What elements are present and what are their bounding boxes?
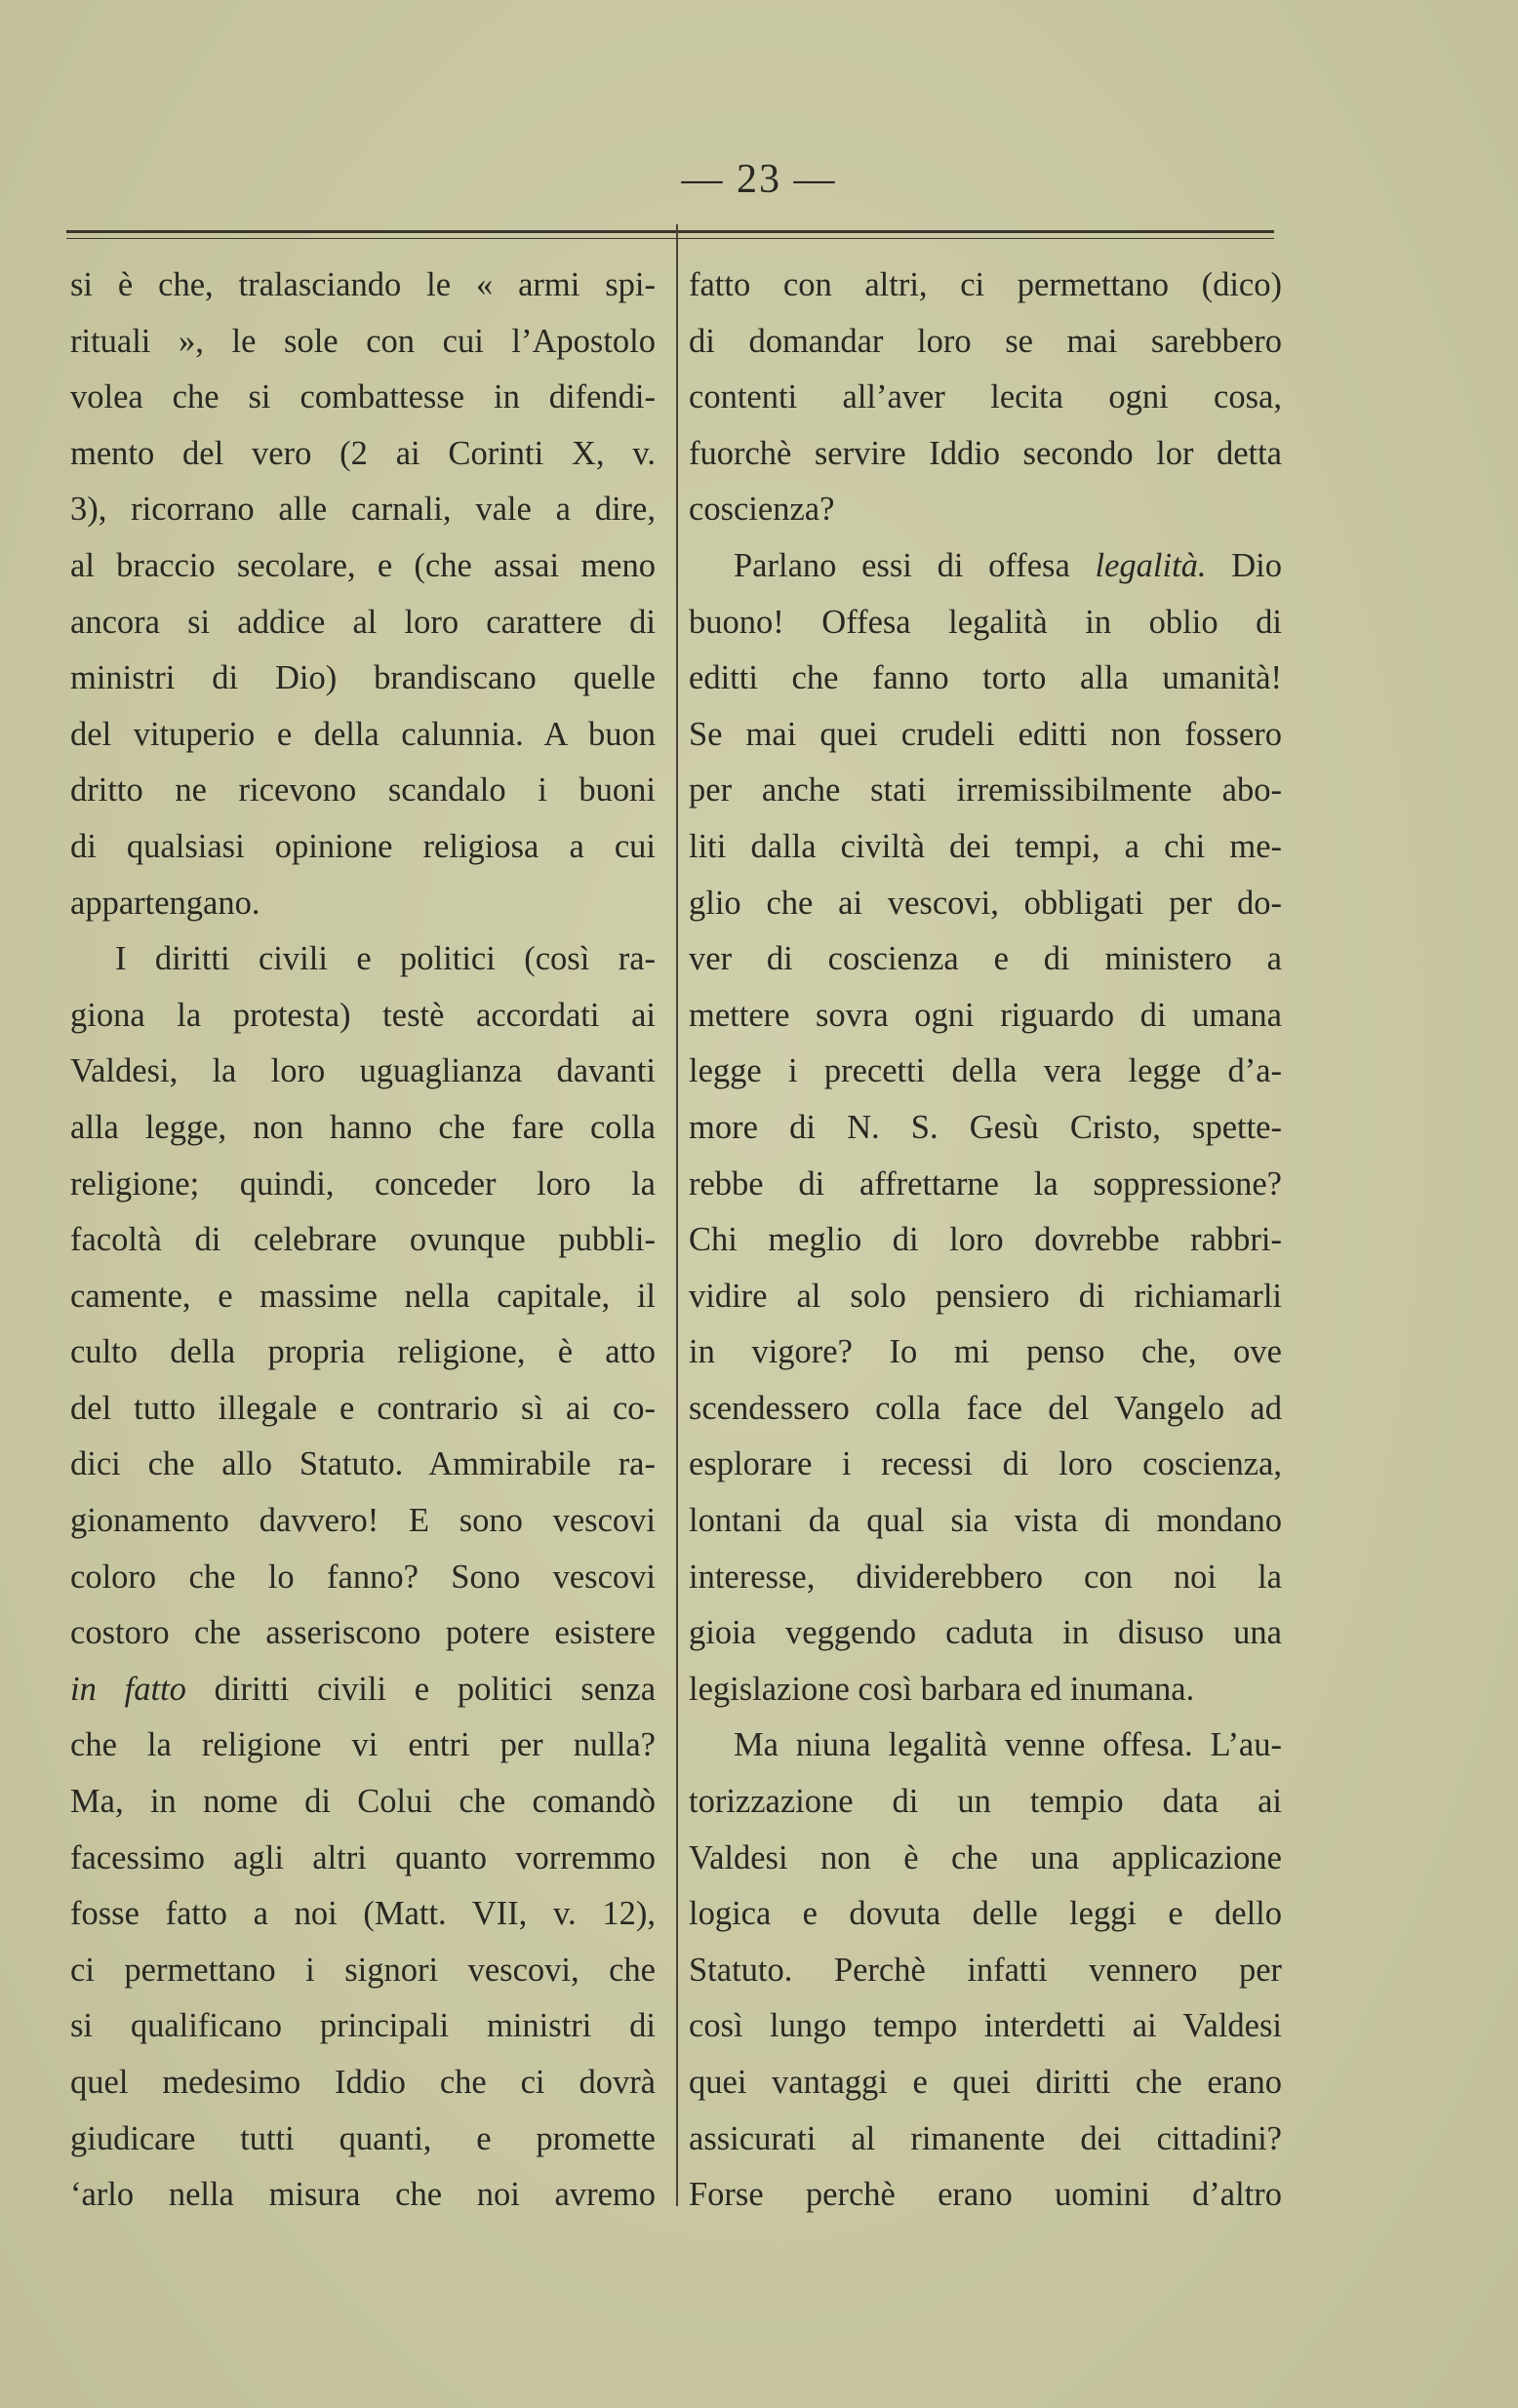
text-line	[689, 257, 1282, 314]
text-line	[70, 2055, 656, 2112]
line-text: Chi meglio di loro dovrebbe rabbri-	[689, 1221, 1282, 1259]
text-line	[70, 707, 656, 764]
line-text: legge i precetti della vera legge d’a-	[689, 1052, 1282, 1090]
line-text: si qualificano principali ministri di	[70, 2007, 656, 2045]
line-text: ancora si addice al loro carattere di	[70, 603, 656, 641]
text-line	[70, 763, 656, 819]
text-line	[70, 1381, 656, 1438]
text-line	[70, 1044, 656, 1100]
header-rule	[66, 230, 1274, 233]
line-text: diritti civili e politici senza	[185, 1670, 657, 1708]
line-text: in vigore? Io mi penso che, ove	[689, 1333, 1282, 1371]
text-line	[689, 931, 1282, 988]
line-text: fatto con altri, ci permettano (dico)	[689, 266, 1282, 303]
line-text: volea che si combattesse in difendi-	[70, 378, 656, 416]
text-line	[689, 1717, 1282, 1774]
text-line	[689, 1381, 1282, 1438]
text-line	[70, 1831, 656, 1887]
italic-phrase: in fatto	[70, 1670, 186, 1708]
text-line	[70, 2167, 656, 2224]
text-line	[689, 314, 1282, 371]
text-line	[70, 2112, 656, 2168]
line-text: ci permettano i signori vescovi, che	[70, 1951, 656, 1989]
line-text: assicurati al rimanente dei cittadini?	[689, 2119, 1282, 2157]
text-line	[70, 1774, 656, 1831]
line-text: vidire al solo pensiero di richiamarli	[689, 1277, 1282, 1315]
text-line	[70, 482, 656, 538]
left-column	[70, 257, 656, 2224]
line-text: editti che fanno torto alla umanità!	[689, 659, 1282, 697]
text-line	[70, 370, 656, 426]
line-text: fosse fatto a noi (Matt. VII, v. 12),	[70, 1895, 656, 1933]
line-text: more di N. S. Gesù Cristo, spette-	[689, 1108, 1282, 1146]
line-text: di domandar loro se mai sarebbero	[689, 322, 1282, 360]
line-text: I diritti civili e politici (così ra-	[115, 940, 656, 978]
line-text: per anche stati irremissibilmente abo-	[689, 771, 1282, 809]
text-line	[689, 2167, 1282, 2224]
line-text: al braccio secolare, e (che assai meno	[70, 546, 656, 584]
line-text: di qualsiasi opinione religiosa a cui	[70, 827, 656, 865]
text-line	[689, 819, 1282, 876]
line-text: ver di coscienza e di ministero a	[689, 940, 1282, 978]
text-line	[689, 2055, 1282, 2112]
text-line	[689, 988, 1282, 1045]
text-line	[70, 1157, 656, 1213]
line-text: interesse, dividerebbero con noi la	[689, 1558, 1282, 1596]
line-text: dritto ne ricevono scandalo i buoni	[70, 771, 656, 809]
text-line	[70, 988, 656, 1045]
text-line	[689, 1157, 1282, 1213]
line-text: costoro che asseriscono potere esistere	[70, 1614, 656, 1652]
line-text: quei vantaggi e quei diritti che erano	[689, 2064, 1282, 2101]
line-text: che la religione vi entri per nulla?	[70, 1726, 656, 1764]
column-divider	[676, 224, 678, 2206]
text-line	[689, 1774, 1282, 1831]
text-line	[689, 1998, 1282, 2055]
text-line	[689, 1662, 1282, 1718]
text-line	[689, 595, 1282, 651]
text-line	[70, 876, 656, 932]
text-line	[689, 1943, 1282, 1999]
text-line	[70, 1717, 656, 1774]
line-text: religione; quindi, conceder loro la	[70, 1165, 656, 1203]
line-text: buono! Offesa legalità in oblio di	[689, 603, 1282, 641]
line-text: coloro che lo fanno? Sono vescovi	[70, 1558, 656, 1596]
line-text: contenti all’aver lecita ogni cosa,	[689, 378, 1282, 416]
line-text: lontani da qual sia vista di mondano	[689, 1502, 1282, 1540]
text-line	[689, 1886, 1282, 1943]
line-text: del tutto illegale e contrario sì ai co-	[70, 1389, 656, 1427]
line-text: mento del vero (2 ai Corinti X, v.	[70, 434, 656, 472]
line-text: 3), ricorrano alle carnali, vale a dire,	[70, 491, 656, 529]
text-line	[70, 1212, 656, 1269]
line-text: logica e dovuta delle leggi e dello	[689, 1895, 1282, 1933]
text-line	[70, 931, 656, 988]
line-text-tail: Dio	[1206, 546, 1282, 584]
line-text: Ma niuna legalità venne offesa. L’au-	[734, 1726, 1282, 1764]
line-text: giudicare tutti quanti, e promette	[70, 2119, 656, 2157]
text-line	[689, 2112, 1282, 2168]
text-line	[70, 1550, 656, 1606]
text-line	[689, 1605, 1282, 1662]
text-line	[70, 1493, 656, 1550]
text-line	[70, 314, 656, 371]
text-line	[689, 482, 1282, 538]
text-line	[70, 1100, 656, 1157]
line-text: legislazione così barbara ed inumana.	[689, 1670, 1195, 1708]
line-text: esplorare i recessi di loro coscienza,	[689, 1445, 1282, 1483]
line-text: Statuto. Perchè infatti vennero per	[689, 1951, 1282, 1989]
text-line	[70, 1998, 656, 2055]
text-line	[689, 1044, 1282, 1100]
line-text: facessimo agli altri quanto vorremmo	[70, 1838, 656, 1876]
page-number: — 23 —	[681, 157, 837, 202]
line-text: camente, e massime nella capitale, il	[70, 1277, 656, 1315]
text-line	[70, 1437, 656, 1493]
text-line	[70, 426, 656, 483]
text-line	[70, 1605, 656, 1662]
italic-phrase: legalità.	[1095, 546, 1207, 584]
header-rule-thin	[66, 238, 1274, 239]
line-text: Forse perchè erano uomini d’altro	[689, 2176, 1282, 2214]
text-line	[70, 1324, 656, 1381]
text-line	[689, 1100, 1282, 1157]
text-line	[689, 1437, 1282, 1493]
text-line	[70, 538, 656, 595]
text-line	[689, 1493, 1282, 1550]
line-text: Valdesi, la loro uguaglianza davanti	[70, 1052, 656, 1090]
right-column	[689, 257, 1282, 2224]
line-text: rebbe di affrettarne la soppressione?	[689, 1165, 1282, 1203]
text-line	[70, 1269, 656, 1325]
line-text: ministri di Dio) brandiscano quelle	[70, 659, 656, 697]
text-line	[689, 876, 1282, 932]
text-line	[689, 1269, 1282, 1325]
text-line	[70, 257, 656, 314]
line-text: scendessero colla face del Vangelo ad	[689, 1389, 1282, 1427]
text-line	[70, 1886, 656, 1943]
line-text: rituali », le sole con cui l’Apostolo	[70, 322, 656, 360]
line-text: Se mai quei crudeli editti non fossero	[689, 715, 1282, 753]
text-line	[689, 707, 1282, 764]
line-text: dici che allo Statuto. Ammirabile ra-	[70, 1445, 656, 1483]
line-text: così lungo tempo interdetti ai Valdesi	[689, 2007, 1282, 2045]
text-line	[70, 1943, 656, 1999]
text-line	[689, 538, 1282, 595]
line-text: gionamento davvero! E sono vescovi	[70, 1502, 656, 1540]
line-text: Valdesi non è che una applicazione	[689, 1838, 1282, 1876]
line-text: ‘arlo nella misura che noi avremo	[70, 2176, 656, 2214]
line-text: giona la protesta) testè accordati ai	[70, 996, 656, 1034]
line-text: gioia veggendo caduta in disuso una	[689, 1614, 1282, 1652]
line-text: alla legge, non hanno che fare colla	[70, 1108, 656, 1146]
line-text: coscienza?	[689, 491, 835, 529]
text-line	[689, 1212, 1282, 1269]
text-line	[70, 819, 656, 876]
text-line	[70, 1662, 656, 1718]
line-text: liti dalla civiltà dei tempi, a chi me-	[689, 827, 1282, 865]
line-text: appartengano.	[70, 884, 260, 922]
text-line	[689, 1831, 1282, 1887]
line-text: quel medesimo Iddio che ci dovrà	[70, 2064, 656, 2101]
text-line	[70, 595, 656, 651]
line-text: torizzazione di un tempio data ai	[689, 1783, 1282, 1821]
text-line	[689, 370, 1282, 426]
line-text: fuorchè servire Iddio secondo lor detta	[689, 434, 1282, 472]
line-text: facoltà di celebrare ovunque pubbli-	[70, 1221, 656, 1259]
line-text: si è che, tralasciando le « armi spi-	[70, 266, 656, 303]
text-line	[689, 1550, 1282, 1606]
line-text: Ma, in nome di Colui che comandò	[70, 1783, 656, 1821]
line-text: del vituperio e della calunnia. A buon	[70, 715, 656, 753]
line-text: culto della propria religione, è atto	[70, 1333, 656, 1371]
line-text: glio che ai vescovi, obbligati per do-	[689, 884, 1282, 922]
line-text: mettere sovra ogni riguardo di umana	[689, 996, 1282, 1034]
text-line	[689, 763, 1282, 819]
text-line	[689, 651, 1282, 707]
text-line	[70, 651, 656, 707]
text-line	[689, 426, 1282, 483]
line-text: Parlano essi di offesa	[734, 546, 1096, 584]
text-line	[689, 1324, 1282, 1381]
